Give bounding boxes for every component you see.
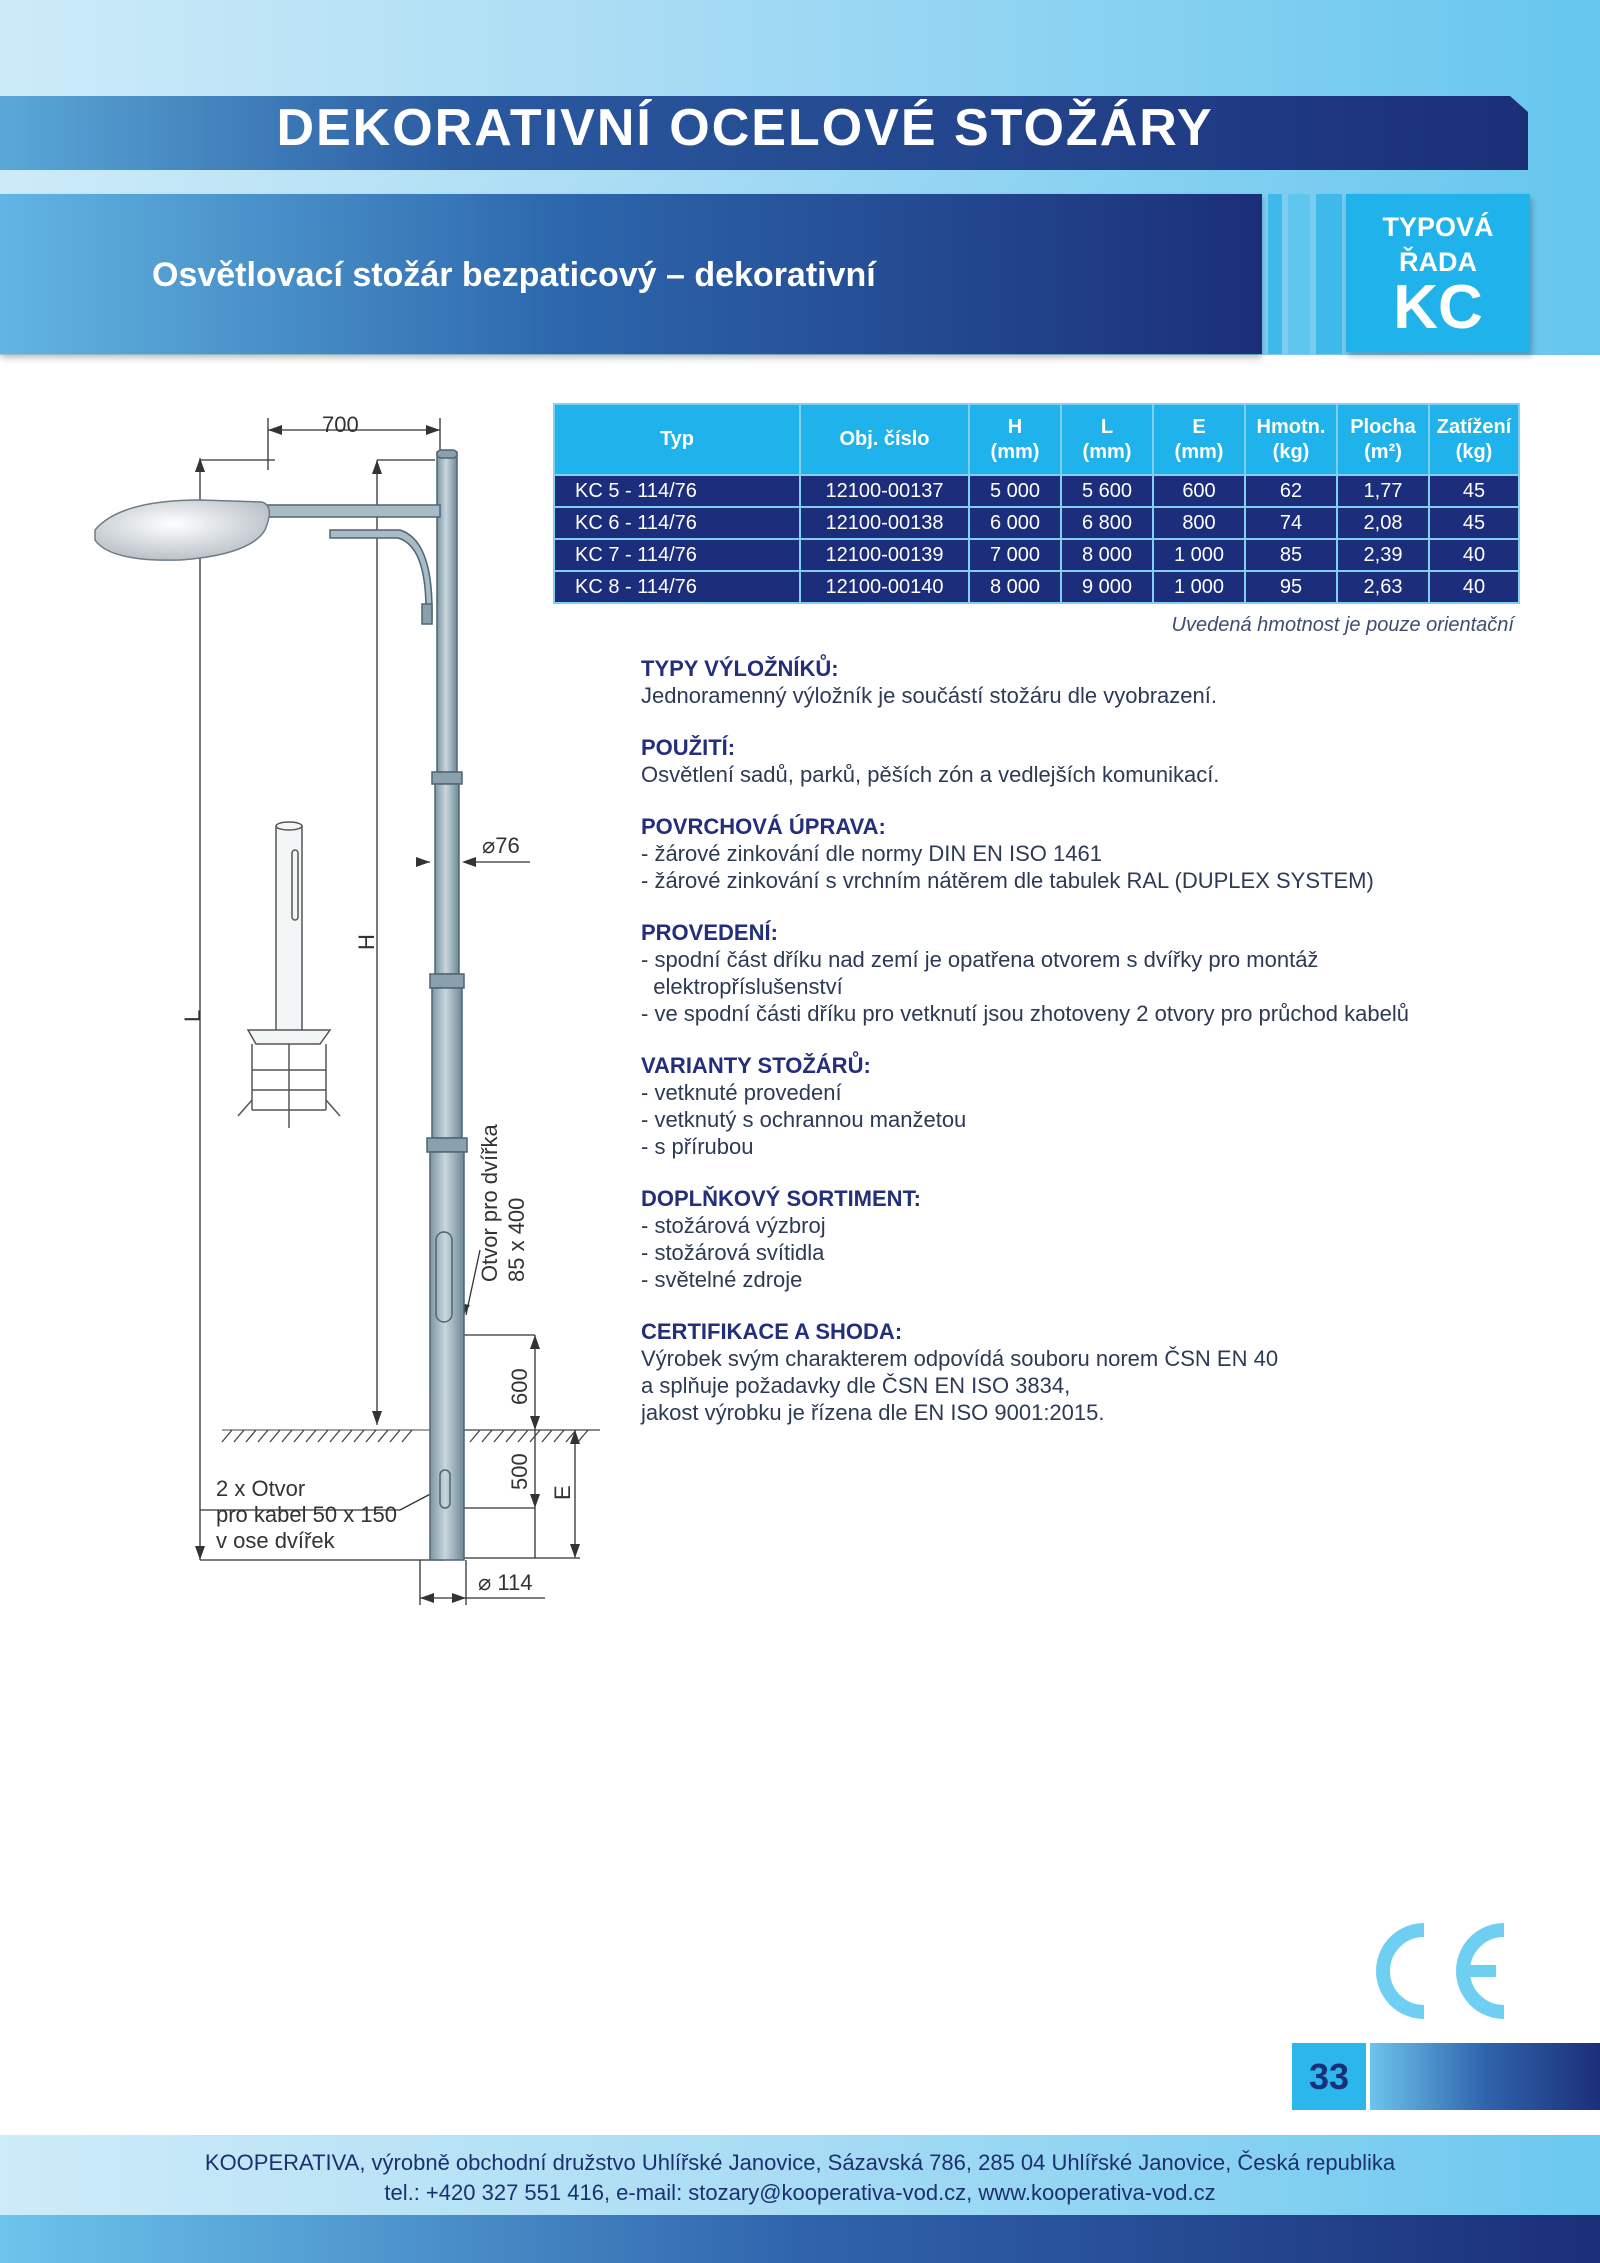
series-badge	[1346, 194, 1530, 352]
page-title: DEKORATIVNÍ OCELOVÉ STOŽÁRY	[276, 99, 1214, 157]
dim-600-label: 600	[507, 1368, 532, 1405]
cell-typ: KC 6 - 114/76	[554, 507, 800, 539]
section-heading: DOPLŇKOVÝ SORTIMENT:	[641, 1186, 921, 1211]
table-row	[554, 539, 1519, 571]
section-line: Jednoramenný výložník je součástí stožáru dle vyobrazení.	[641, 683, 1217, 708]
cell-h: 5 000	[969, 475, 1061, 507]
cable-hole-label-2: pro kabel 50 x 150	[216, 1502, 398, 1527]
section-line: - vetknuté provedení	[641, 1080, 842, 1105]
col-zatizeni: Zatížení (kg)	[1429, 404, 1519, 475]
section-usage	[641, 734, 1541, 788]
section-variants	[641, 1052, 1541, 1160]
page-number-bar	[1370, 2043, 1600, 2110]
cell-h: 8 000	[969, 571, 1061, 603]
cell-hmotn: 95	[1245, 571, 1337, 603]
cell-e: 800	[1153, 507, 1245, 539]
dim-d76-label: ⌀76	[482, 833, 520, 858]
section-line: Výrobek svým charakterem odpovídá souboru norem ČSN EN 40	[641, 1346, 1279, 1371]
section-line: - spodní část dříku nad zemí je opatřena otvorem s dvířky pro montáž	[641, 947, 1319, 972]
series-label: TYPOVÁ ŘADA	[1382, 212, 1494, 277]
cell-plocha: 2,08	[1337, 507, 1429, 539]
door-size-label: 85 x 400	[504, 1197, 529, 1282]
cell-hmotn: 74	[1245, 507, 1337, 539]
dim-d114-label: ⌀ 114	[478, 1570, 533, 1595]
section-line: elektropříslušenství	[641, 974, 843, 999]
cell-hmotn: 85	[1245, 539, 1337, 571]
section-accessories	[641, 1185, 1541, 1293]
luminaire-icon	[95, 500, 269, 560]
cell-typ: KC 5 - 114/76	[554, 475, 800, 507]
cell-plocha: 2,39	[1337, 539, 1429, 571]
col-hmotn: Hmotn. (kg)	[1245, 404, 1337, 475]
section-line: - ve spodní části dříku pro vetknutí jsou zhotoveny 2 otvory pro průchod kabelů	[641, 1001, 1409, 1026]
cell-typ: KC 8 - 114/76	[554, 571, 800, 603]
cell-e: 1 000	[1153, 539, 1245, 571]
section-heading: POUŽITÍ:	[641, 735, 736, 760]
cell-e: 1 000	[1153, 571, 1245, 603]
cable-hole-label-1: 2 x Otvor	[216, 1476, 306, 1501]
pole-bracket	[265, 505, 440, 624]
section-line: - žárové zinkování s vrchním nátěrem dle tabulek RAL (DUPLEX SYSTEM)	[641, 868, 1374, 893]
description-sections	[641, 655, 1541, 1451]
section-design	[641, 919, 1541, 1027]
pole-shaft	[427, 450, 467, 1560]
cell-obj-cislo: 12100-00140	[800, 571, 969, 603]
section-line: - vetknutý s ochrannou manžetou	[641, 1107, 967, 1132]
cell-typ: KC 7 - 114/76	[554, 539, 800, 571]
ground-hatch	[222, 1430, 600, 1442]
dim-h-label: H	[354, 934, 379, 950]
cell-zatizeni: 45	[1429, 507, 1519, 539]
section-heading: PROVEDENÍ:	[641, 920, 778, 945]
cell-zatizeni: 40	[1429, 571, 1519, 603]
foundation-detail-icon	[238, 822, 340, 1128]
dimension-lines	[200, 418, 600, 1605]
cell-obj-cislo: 12100-00139	[800, 539, 969, 571]
cell-l: 8 000	[1061, 539, 1153, 571]
series-code: KC	[1393, 273, 1483, 342]
cell-zatizeni: 45	[1429, 475, 1519, 507]
pole-technical-drawing	[80, 400, 620, 1630]
dimension-arrows	[195, 425, 580, 1603]
cable-hole-label-3: v ose dvířek	[216, 1528, 335, 1553]
section-certification	[641, 1318, 1541, 1426]
section-line: - světelné zdroje	[641, 1267, 803, 1292]
cell-obj-cislo: 12100-00137	[800, 475, 969, 507]
cell-l: 5 600	[1061, 475, 1153, 507]
section-boom-types	[641, 655, 1541, 709]
table-header-row	[554, 404, 1519, 475]
cell-l: 9 000	[1061, 571, 1153, 603]
cell-zatizeni: 40	[1429, 539, 1519, 571]
section-line: jakost výrobku je řízena dle EN ISO 9001:2015.	[641, 1400, 1105, 1425]
section-line: a splňuje požadavky dle ČSN EN ISO 3834,	[641, 1373, 1071, 1398]
section-heading: TYPY VÝLOŽNÍKŮ:	[641, 656, 839, 681]
dim-700-label: 700	[322, 412, 359, 437]
section-line: - stožárová výzbroj	[641, 1213, 826, 1238]
section-heading: CERTIFIKACE A SHODA:	[641, 1319, 903, 1344]
col-h: H (mm)	[969, 404, 1061, 475]
section-surface-treatment	[641, 813, 1541, 894]
door-opening-label: Otvor pro dvířka	[477, 1124, 502, 1282]
footer-contact: tel.: +420 327 551 416, e-mail: stozary@kooperativa-vod.cz, www.kooperativa-vod.cz	[384, 2180, 1216, 2205]
col-plocha: Plocha (m²)	[1337, 404, 1429, 475]
dim-e-label: E	[550, 1485, 575, 1500]
footer-address: KOOPERATIVA, výrobně obchodní družstvo Uhlířské Janovice, Sázavská 786, 285 04 Uhlířské Janovice, Česká republika	[204, 2150, 1396, 2175]
cell-e: 600	[1153, 475, 1245, 507]
section-line: - stožárová svítidla	[641, 1240, 825, 1265]
page-number: 33	[1292, 2043, 1366, 2110]
banner-stripe	[1316, 194, 1342, 354]
section-line: Osvětlení sadů, parků, pěších zón a vedlejších komunikací.	[641, 762, 1220, 787]
banner-stripe	[1268, 194, 1282, 354]
weight-note: Uvedená hmotnost je pouze orientační	[1171, 614, 1514, 636]
cell-plocha: 1,77	[1337, 475, 1429, 507]
dim-l-label: L	[180, 1009, 205, 1022]
banner-stripe	[1288, 194, 1310, 354]
cell-plocha: 2,63	[1337, 571, 1429, 603]
cell-h: 6 000	[969, 507, 1061, 539]
dim-500-label: 500	[507, 1453, 532, 1490]
col-obj-cislo: Obj. číslo	[800, 404, 969, 475]
section-line: - s přírubou	[641, 1134, 754, 1159]
table-row	[554, 507, 1519, 539]
col-e: E (mm)	[1153, 404, 1245, 475]
footer-bar	[0, 2215, 1600, 2263]
cell-h: 7 000	[969, 539, 1061, 571]
col-l: L (mm)	[1061, 404, 1153, 475]
ce-mark-icon	[1364, 1916, 1514, 2026]
cell-obj-cislo: 12100-00138	[800, 507, 969, 539]
cell-l: 6 800	[1061, 507, 1153, 539]
section-line: - žárové zinkování dle normy DIN EN ISO 1461	[641, 841, 1102, 866]
cell-hmotn: 62	[1245, 475, 1337, 507]
page-subtitle: Osvětlovací stožár bezpaticový – dekorativní	[152, 256, 876, 294]
section-heading: VARIANTY STOŽÁRŮ:	[641, 1053, 871, 1078]
col-typ: Typ	[554, 404, 800, 475]
table-row	[554, 571, 1519, 603]
specification-table	[553, 403, 1520, 604]
section-heading: POVRCHOVÁ ÚPRAVA:	[641, 814, 886, 839]
table-row	[554, 475, 1519, 507]
